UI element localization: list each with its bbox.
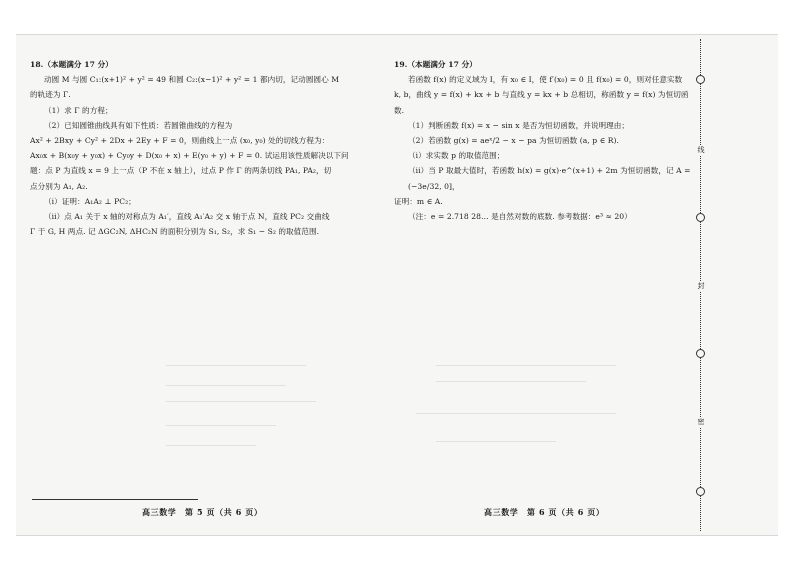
q18-line: （2）已知圆锥曲线具有如下性质：若圆锥曲线的方程为: [44, 120, 233, 130]
binding-hole-icon: [696, 349, 705, 358]
question-18-header: 18.（本题满分 17 分）: [30, 60, 113, 69]
page-5-footer: 高三数学 第 5 页（共 6 页）: [142, 507, 263, 517]
q19-line: （i）求实数 p 的取值范围；: [408, 151, 505, 161]
q19-line: 证明：m ∈ A.: [394, 196, 443, 206]
binding-hole-icon: [696, 487, 705, 496]
q19-line: （1）判断函数 f(x) = x − sin x 是否为恒切函数，并说明理由；: [408, 120, 630, 130]
q19-line: （注：e = 2.718 28… 是自然对数的底数. 参考数据：e³ ≈ 20）: [408, 212, 632, 222]
q18-line: Ax² + 2Bxy + Cy² + 2Dx + 2Ey + F = 0，则曲线上一点 (x₀, y₀) 处的切线方程为：: [30, 136, 330, 146]
q19-line: （2）若函数 g(x) = aeˣ/2 − x − pa 为恒切函数 (a, p ∈ R).: [408, 136, 619, 146]
margin-label-mi: 密: [697, 418, 705, 426]
q19-line: （ii）当 P 取最大值时，若函数 h(x) = g(x)·e^(x+1) + 2m 为恒切函数，记 A = (−3e/32, 0]，: [408, 166, 691, 191]
margin-label-xian: 线: [697, 146, 705, 154]
binding-hole-icon: [696, 75, 705, 84]
q19-line: k, b，曲线 y = f(x) + kx + b 与直线 y = kx + b 总相切，称函数 y = f(x) 为恒切函数.: [394, 90, 689, 115]
exam-sheet: [16, 34, 778, 536]
page-6-content: [394, 57, 696, 224]
q18-line: Γ 于 G, H 两点. 记 ΔGC₂N, ΔHC₂N 的面积分别为 S₁, S₂，求 S₁ − S₂ 的取值范围.: [30, 227, 320, 237]
question-19-header: 19.（本题满分 17 分）: [394, 60, 477, 69]
margin-label-feng: 封: [697, 282, 705, 290]
q18-line: 题：点 P 为直线 x = 9 上一点（P 不在 x 轴上），过点 P 作 Γ 的两条切线 PA₁, PA₂，切: [30, 166, 332, 176]
footer-rule: [32, 499, 198, 500]
q18-line: Ax₀x + B(x₀y + y₀x) + Cy₀y + D(x₀ + x) + E(y₀ + y) + F = 0. 试运用该性质解决以下问: [30, 151, 349, 161]
binding-hole-icon: [696, 213, 705, 222]
q18-line: 的轨迹为 Γ.: [30, 90, 71, 100]
q18-line: （ii）点 A₁ 关于 x 轴的对称点为 A₁′，直线 A₁′A₂ 交 x 轴于点 N，直线 PC₂ 交曲线: [44, 212, 330, 222]
page-6-footer: 高三数学 第 6 页（共 6 页）: [484, 507, 605, 517]
q18-line: 点分别为 A₁, A₂.: [30, 181, 88, 191]
q18-line: （i）证明：A₁A₂ ⊥ PC₂；: [44, 196, 136, 206]
q18-line: 动圆 M 与圆 C₁:(x+1)² + y² = 49 和圆 C₂:(x−1)² + y² = 1 都内切，记动圆圆心 M: [44, 75, 340, 85]
q18-line: （1）求 Γ 的方程；: [44, 105, 113, 115]
q19-line: 若函数 f(x) 的定义域为 I，有 x₀ ∈ I，使 f′(x₀) = 0 且 f(x₀) = 0，则对任意实数: [408, 75, 683, 85]
page-5-content: [30, 57, 362, 239]
